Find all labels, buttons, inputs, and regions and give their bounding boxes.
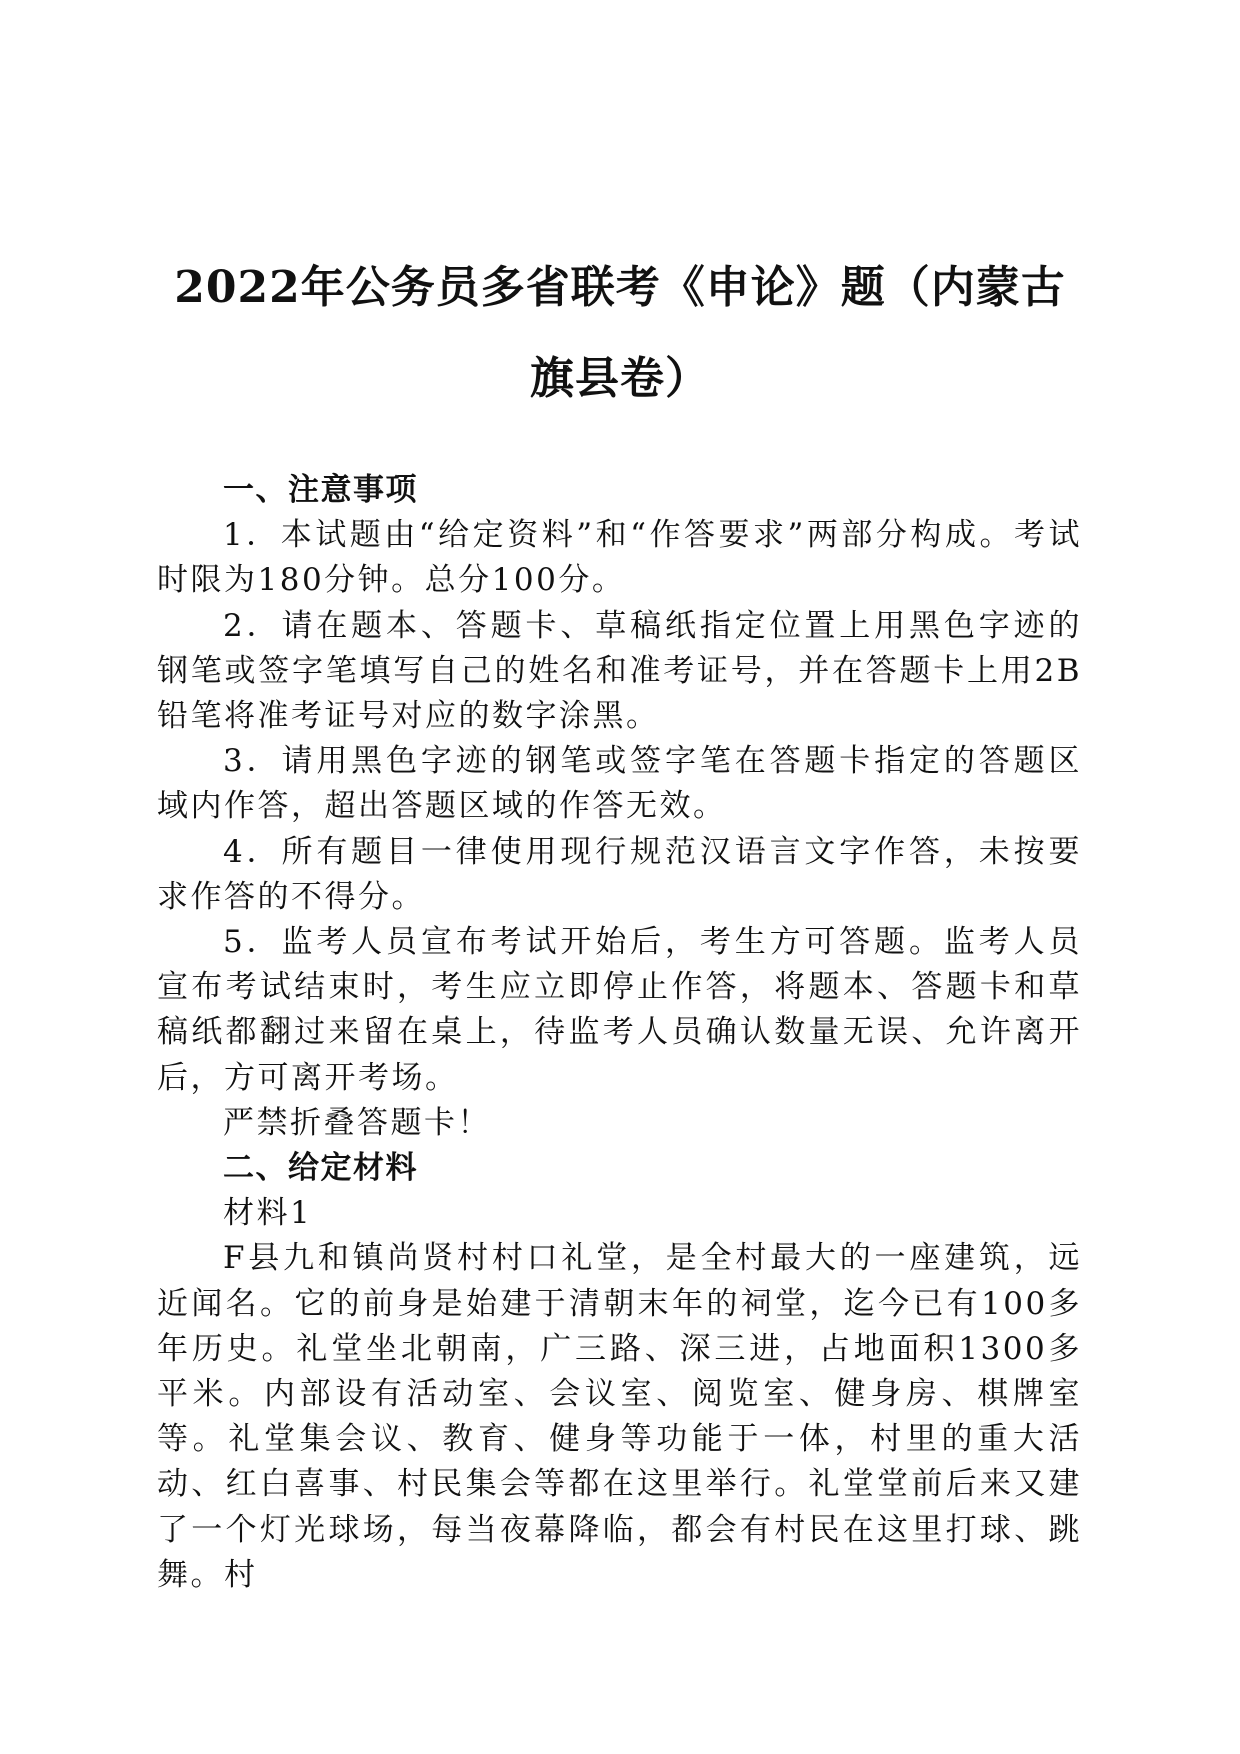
document-title-line-2: 旗县卷） bbox=[530, 353, 710, 404]
section-heading-notes: 一、注意事项 bbox=[223, 472, 418, 508]
note-item-3: 3．请用黑色字迹的钢笔或签字笔在答题卡指定的答题区域内作答，超出答题区域的作答无效。 bbox=[157, 743, 1082, 825]
warning-text: 严禁折叠答题卡！ bbox=[223, 1104, 491, 1141]
material-1-label: 材料1 bbox=[223, 1195, 313, 1232]
document-title-line-1: 2022年公务员多省联考《申论》题（内蒙古 bbox=[174, 262, 1066, 313]
material-1-paragraph: F县九和镇尚贤村村口礼堂，是全村最大的一座建筑，远近闻名。它的前身是始建于清朝末年的祠堂，迄今已有100多年历史。礼堂坐北朝南，广三路、深三进，占地面积1300多平米。内部设有活动室、会议室、阅览室、健身房、棋牌室等。礼堂集会议、教育、健身等功能于一体，村里的重大活动、红白喜事、村民集会等都在这里举行。礼堂堂前后来又建了一个灯光球场，每当夜幕降临，都会有村民在这里打球、跳舞。村 bbox=[157, 1240, 1082, 1593]
note-item-4: 4．所有题目一律使用现行规范汉语言文字作答，未按要求作答的不得分。 bbox=[157, 833, 1082, 915]
document-body bbox=[157, 468, 1082, 1598]
section-heading-materials: 二、给定材料 bbox=[223, 1150, 418, 1187]
note-item-2: 2．请在题本、答题卡、草稿纸指定位置上用黑色字迹的钢笔或签字笔填写自己的姓名和准考证号，并在答题卡上用2B铅笔将准考证号对应的数字涂黑。 bbox=[157, 607, 1082, 735]
note-item-1: 1．本试题由“给定资料”和“作答要求”两部分构成。考试时限为180分钟。总分100分。 bbox=[157, 517, 1082, 599]
note-item-5: 5．监考人员宣布考试开始后，考生方可答题。监考人员宣布考试结束时，考生应立即停止作答，将题本、答题卡和草稿纸都翻过来留在桌上，待监考人员确认数量无误、允许离开后，方可离开考场。 bbox=[157, 924, 1082, 1096]
